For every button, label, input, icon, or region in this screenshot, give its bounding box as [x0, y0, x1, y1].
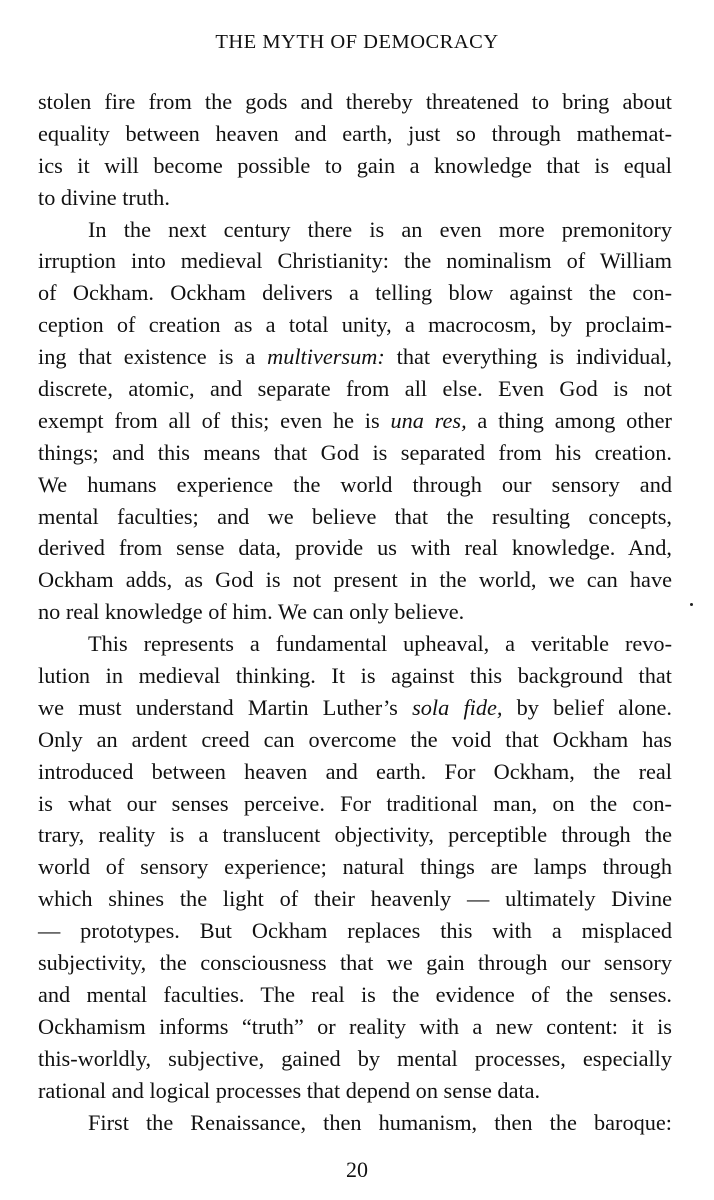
text-line: lution in medieval thinking. It is against this background that	[38, 663, 672, 689]
text-line: discrete, atomic, and separate from all else. Even God is not	[38, 376, 672, 402]
text-line: of Ockham. Ockham delivers a telling blow against the con-	[38, 280, 672, 306]
paragraph	[38, 86, 672, 214]
text-line: subjectivity, the consciousness that we gain through our sensory	[38, 950, 672, 976]
text-line: which shines the light of their heavenly — ultimately Divine	[38, 886, 672, 912]
paragraph	[38, 214, 672, 629]
text-line: we must understand Martin Luther’s sola fide, by belief alone.	[38, 694, 672, 720]
running-head: THE MYTH OF DEMOCRACY	[215, 31, 499, 53]
text-line: mental faculties; and we believe that the resulting concepts,	[38, 503, 672, 529]
text-line: Ockhamism informs “truth” or reality with a new content: it is	[38, 1013, 672, 1039]
stray-mark	[690, 603, 693, 606]
paragraph	[38, 1107, 672, 1139]
page-number: 20	[346, 1157, 368, 1182]
text-line: and mental faculties. The real is the evidence of the senses.	[38, 981, 672, 1007]
text-line: equality between heaven and earth, just so through mathemat-	[38, 120, 672, 146]
text-line: no real knowledge of him. We can only believe.	[38, 599, 465, 625]
text-line: In the next century there is an even more premonitory	[88, 216, 672, 242]
text-line: is what our senses perceive. For traditional man, on the con-	[38, 790, 672, 816]
text-line: to divine truth.	[38, 184, 170, 210]
text-line: introduced between heaven and earth. For Ockham, the real	[38, 758, 672, 784]
italic-term: una res,	[390, 407, 467, 433]
text-line: ics it will become possible to gain a knowledge that is equal	[38, 152, 672, 178]
text-line: things; and this means that God is separated from his creation.	[38, 439, 672, 465]
body-text	[38, 86, 672, 1138]
text-line: stolen fire from the gods and thereby threatened to bring about	[38, 89, 672, 114]
text-line: Ockham adds, as God is not present in the world, we can have	[38, 567, 672, 593]
text-line: We humans experience the world through our sensory and	[38, 471, 672, 497]
italic-term: sola fide,	[412, 694, 503, 720]
italic-term: multiversum:	[267, 344, 385, 370]
text-line: rational and logical processes that depend on sense data.	[38, 1077, 541, 1103]
paragraph	[38, 628, 672, 1106]
text-line: — prototypes. But Ockham replaces this with a misplaced	[38, 918, 672, 944]
text-line: This represents a fundamental upheaval, a veritable revo-	[88, 631, 672, 657]
text-line: exempt from all of this; even he is una res, a thing among other	[38, 407, 672, 433]
text-line: trary, reality is a translucent objectivity, perceptible through the	[38, 822, 672, 848]
text-line: this-worldly, subjective, gained by mental processes, especially	[38, 1045, 672, 1071]
text-line: First the Renaissance, then humanism, then the baroque:	[88, 1109, 672, 1135]
text-line: Only an ardent creed can overcome the void that Ockham has	[38, 726, 672, 752]
text-line: world of sensory experience; natural things are lamps through	[38, 854, 672, 880]
text-line: irruption into medieval Christianity: the nominalism of William	[38, 248, 672, 274]
text-line: ception of creation as a total unity, a macrocosm, by proclaim-	[38, 312, 672, 338]
text-line: ing that existence is a multiversum: that everything is individual,	[38, 344, 672, 370]
text-line: derived from sense data, provide us with real knowledge. And,	[38, 535, 672, 561]
